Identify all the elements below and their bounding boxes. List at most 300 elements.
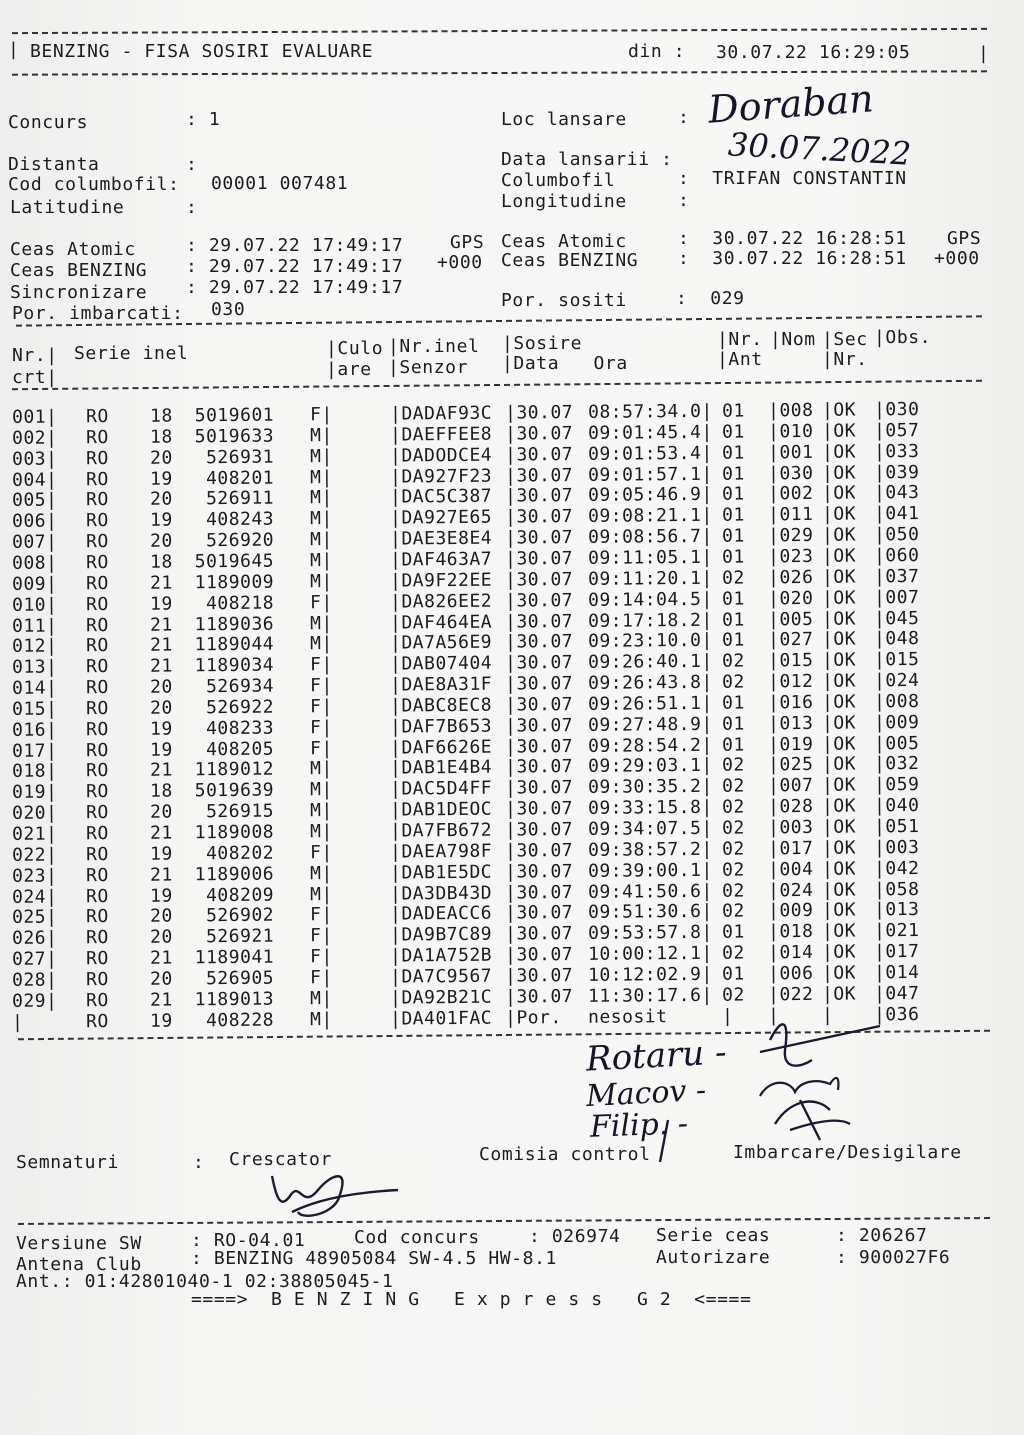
cell-row-number: 006| [11, 510, 58, 533]
left-clock-3-value: : 29.07.22 17:49:17 [186, 277, 404, 298]
cell-row-number: 023| [11, 865, 58, 887]
cell-ring-year: 21 [149, 989, 173, 1011]
antena-value: : BENZING 48905084 SW-4.5 HW-8.1 [191, 1248, 557, 1269]
cell-sex: F| [309, 967, 333, 989]
cell-ring-country: RO [85, 468, 109, 490]
cell-observation: |015 [873, 649, 920, 671]
cell-row-number: 017| [11, 740, 58, 762]
header-plus-left: | [8, 39, 20, 60]
cell-row-number: 012| [11, 635, 58, 658]
cell-ring-year: 19 [149, 718, 173, 740]
cell-ring-number: 1189013 [194, 988, 275, 1011]
cell-sex: M| [309, 862, 333, 884]
cell-ring-country: RO [85, 885, 109, 907]
cell-ring-country: RO [85, 677, 109, 699]
versiune-value: : RO-04.01 [191, 1230, 306, 1251]
cell-arrival-date: |30.07 [504, 547, 574, 570]
cell-observation: |042 [873, 857, 920, 880]
cell-arrival-time: nesosit [587, 1005, 668, 1028]
cell-ring-year: 19 [149, 843, 173, 865]
semnaturi-label: Semnaturi [16, 1152, 119, 1173]
cell-sensor-id: |DAF6626E [389, 736, 493, 759]
cell-arrival-date: |30.07 [504, 422, 574, 445]
cell-nomination: |010 [767, 420, 814, 443]
cell-sex: F| [309, 716, 333, 739]
cell-arrival-time: 09:05:46.9| [587, 484, 713, 507]
cell-arrival-time: 10:12:02.9| [587, 963, 713, 986]
cell-sex: F| [309, 841, 333, 864]
cell-row-number: 008| [11, 552, 58, 574]
cell-ring-country: RO [85, 489, 109, 511]
semnaturi-colon: : [193, 1152, 205, 1173]
cell-ring-number: 408233 [205, 717, 275, 739]
cell-ring-number: 408209 [205, 884, 275, 906]
cell-sec-status: |OK [821, 753, 857, 776]
commission-name-2: Macov - [585, 1072, 707, 1115]
cell-antenna-nr: 01 [721, 609, 745, 631]
cell-arrival-date: |30.07 [504, 631, 574, 653]
cell-ring-number: 526905 [205, 967, 275, 990]
cell-ring-number: 1189008 [194, 821, 275, 844]
cell-nomination: |012 [767, 670, 814, 693]
distanta-label: Distanta [8, 154, 100, 175]
cell-arrival-time: 09:08:21.1| [587, 505, 713, 528]
crescator-label: Crescator [229, 1149, 332, 1170]
cell-arrival-date: |30.07 [504, 818, 574, 841]
cell-antenna-nr: 01 [721, 921, 745, 943]
cell-nomination: |004 [767, 858, 814, 880]
cell-sex: F| [309, 695, 333, 718]
left-clock-2-label: Ceas BENZING [10, 260, 148, 281]
cod-concurs-value: : 026974 [529, 1226, 621, 1247]
cell-arrival-time: 09:53:57.8| [587, 922, 713, 945]
din-label: din : [628, 41, 686, 62]
cell-arrival-date: |30.07 [504, 944, 574, 966]
left-clock-3-label: Sincronizare [10, 282, 148, 303]
cell-sensor-id: |DAE8A31F [389, 673, 493, 696]
cell-antenna-nr: 02 [721, 796, 745, 818]
cell-arrival-time: 09:38:57.2| [587, 838, 713, 861]
cell-observation: |013 [873, 899, 920, 921]
cell-ring-country: RO [85, 927, 109, 949]
cell-ring-country: RO [85, 760, 109, 782]
cell-ring-year: 19 [149, 509, 173, 531]
cell-sec-status: |OK [821, 608, 857, 630]
cell-ring-year: 20 [149, 905, 173, 928]
cell-observation: |047 [873, 982, 920, 1005]
cod-columbofil-value: 00001 007481 [211, 173, 349, 194]
cell-arrival-time: 09:26:43.8| [587, 671, 713, 694]
latitudine-value: : [186, 197, 198, 218]
cell-arrival-date: |30.07 [504, 589, 574, 612]
data-lansarii-label: Data lansarii : [501, 149, 673, 170]
cell-ring-country: RO [85, 614, 109, 636]
cell-antenna-nr: 01 [721, 463, 745, 485]
cell-arrival-date: |30.07 [504, 839, 574, 862]
cell-sex: F| [309, 675, 333, 697]
cell-row-number: 010| [11, 594, 58, 616]
cell-nomination: |013 [767, 712, 814, 735]
cell-sec-status: | [821, 1004, 834, 1026]
cell-ring-year: 21 [149, 613, 173, 636]
cell-row-number: 016| [11, 719, 58, 741]
cell-sec-status: |OK [821, 774, 857, 797]
cell-ring-country: RO [85, 551, 109, 574]
latitudine-label: Latitudine [10, 197, 125, 218]
cell-arrival-date: |30.07 [504, 485, 574, 507]
cell-arrival-date: |30.07 [504, 923, 574, 945]
cell-antenna-nr: 01 [721, 692, 745, 714]
header-are: |are [326, 359, 372, 380]
cell-row-number: 028| [11, 969, 58, 991]
sositi-label: Por. sositi [501, 290, 627, 311]
cell-ring-country: RO [85, 635, 109, 657]
cell-antenna-nr: 01 [721, 629, 745, 652]
cell-sex: M| [309, 612, 333, 634]
header-sosire: |Sosire [502, 333, 583, 354]
cell-observation: |059 [873, 774, 920, 796]
cell-sensor-id: |DAB1E4B4 [389, 757, 493, 780]
cell-ring-year: 20 [149, 676, 173, 698]
header-senzor: |Senzor [388, 357, 469, 378]
cell-antenna-nr: 01 [721, 442, 745, 464]
cell-ring-number: 5019633 [194, 425, 275, 448]
cell-nomination: |020 [767, 587, 814, 609]
cell-ring-number: 408228 [205, 1009, 275, 1031]
cell-sec-status: |OK [821, 628, 857, 651]
cell-nomination: |001 [767, 441, 814, 463]
cell-row-number: 020| [11, 802, 58, 825]
cell-row-number: 002| [11, 427, 58, 449]
cell-nomination: |030 [767, 462, 814, 484]
printed-timestamp: 30.07.22 16:29:05 [716, 42, 911, 63]
right-clock-2-tail: +000 [934, 248, 980, 269]
cell-sec-status: |OK [821, 545, 857, 567]
columbofil-label: Columbofil [501, 170, 616, 191]
cell-ring-number: 526920 [205, 529, 275, 552]
cod-concurs-label: Cod concurs [354, 1227, 480, 1248]
cell-arrival-date: |30.07 [504, 673, 574, 695]
cell-ring-year: 21 [149, 759, 173, 782]
header-crt: crt| [12, 367, 58, 388]
cod-columbofil-label: Cod columbofil: [8, 174, 180, 195]
left-clock-1-value: : 29.07.22 17:49:17 [186, 235, 404, 256]
cell-ring-number: 1189006 [194, 863, 275, 885]
right-clock-1-value: : 30.07.22 16:28:51 [678, 228, 907, 249]
header-obs: |Obs. [874, 327, 932, 348]
right-clock-2-label: Ceas BENZING [501, 250, 639, 271]
cell-ring-year: 20 [149, 801, 173, 823]
cell-antenna-nr: 02 [721, 880, 745, 902]
cell-sec-status: |OK [821, 587, 857, 609]
cell-observation: |003 [873, 836, 920, 859]
cell-row-number: 024| [11, 886, 58, 908]
cell-sensor-id: |DADODCE4 [389, 444, 493, 467]
cell-ring-year: 19 [149, 739, 173, 761]
cell-sec-status: |OK [821, 983, 857, 1005]
cell-ring-number: 1189034 [194, 654, 275, 677]
antenna-line: Ant.: 01:42801040-1 02:38805045-1 [16, 1271, 394, 1292]
cell-sex: M| [309, 987, 333, 1010]
cell-arrival-time: 09:39:00.1| [587, 859, 713, 882]
cell-row-number: 003| [11, 448, 58, 470]
cell-sec-status: |OK [821, 733, 857, 755]
cell-sex: M| [309, 779, 333, 801]
cell-nomination: |005 [767, 608, 814, 630]
cell-observation: |039 [873, 461, 920, 483]
cell-ring-year: 20 [149, 926, 173, 948]
cell-arrival-time: 09:27:48.9| [587, 713, 713, 736]
cell-sensor-id: |DA401FAC [389, 1007, 493, 1030]
cell-row-number: 021| [11, 823, 58, 845]
cell-observation: |007 [873, 586, 920, 609]
cell-sec-status: |OK [821, 879, 857, 901]
cell-arrival-date: |30.07 [504, 693, 574, 716]
concurs-label: Concurs [8, 112, 89, 133]
cell-ring-year: 21 [149, 947, 173, 969]
cell-ring-country: RO [85, 593, 109, 615]
cell-arrival-time: 09:11:20.1| [587, 567, 713, 590]
concurs-value: : 1 [186, 109, 221, 130]
cell-ring-country: RO [85, 447, 109, 469]
cell-arrival-time: 09:26:51.1| [587, 692, 713, 715]
header-sec: |Sec [822, 329, 868, 350]
cell-arrival-date: |30.07 [504, 735, 574, 758]
cell-ring-number: 1189041 [194, 946, 275, 969]
cell-antenna-nr: 02 [721, 900, 745, 923]
cell-sec-status: |OK [821, 649, 857, 672]
cell-arrival-time: 09:30:35.2| [587, 776, 713, 799]
cell-ring-country: RO [85, 572, 109, 595]
cell-arrival-date: |30.07 [504, 568, 574, 591]
cell-ring-number: 408205 [205, 738, 275, 760]
cell-ring-country: RO [85, 739, 109, 761]
cell-ring-number: 526922 [205, 696, 275, 719]
cell-ring-country: RO [85, 968, 109, 991]
right-clock-1-label: Ceas Atomic [501, 231, 627, 252]
cell-sensor-id: |DAEFFEE8 [389, 423, 493, 446]
cell-arrival-time: 09:28:54.2| [587, 734, 713, 757]
versiune-label: Versiune SW [16, 1233, 142, 1254]
cell-nomination: |003 [767, 816, 814, 839]
right-clock-1-tail: GPS [947, 228, 982, 249]
benzing-banner: ====> B E N Z I N G E x p r e s s G 2 <==== [191, 1289, 752, 1310]
left-clock-2-tail: +000 [437, 252, 483, 273]
cell-sex: M| [309, 550, 333, 572]
cell-row-number: 018| [11, 760, 58, 783]
cell-nomination: |028 [767, 796, 814, 818]
cell-sensor-id: |DABC8EC8 [389, 694, 493, 717]
cell-sensor-id: |DA927F23 [389, 465, 493, 488]
cell-observation: |043 [873, 482, 920, 504]
cell-arrival-time: 09:23:10.0| [587, 630, 713, 653]
cell-arrival-time: 08:57:34.0| [587, 400, 713, 423]
cell-sensor-id: |DAB07404 [389, 652, 493, 675]
cell-ring-country: RO [85, 406, 109, 428]
cell-sensor-id: |DAF464EA [389, 611, 493, 634]
cell-sex: M| [309, 633, 333, 655]
cell-arrival-time: 09:11:05.1| [587, 546, 713, 569]
cell-observation: |040 [873, 795, 920, 817]
header-ant: |Ant [717, 349, 763, 370]
cell-row-number: 029| [11, 990, 58, 1012]
cell-antenna-nr: 01 [721, 963, 745, 985]
cell-observation: |009 [873, 711, 920, 734]
cell-observation: |060 [873, 544, 920, 567]
cell-sensor-id: |DA9F22EE [389, 569, 493, 592]
left-clock-2-value: : 29.07.22 17:49:17 [186, 256, 404, 277]
cell-observation: |017 [873, 941, 920, 963]
cell-sex: M| [309, 445, 333, 467]
loc-lansare-colon: : [678, 107, 690, 128]
cell-arrival-time: 09:51:30.6| [587, 901, 713, 924]
cell-antenna-nr: 02 [721, 650, 745, 672]
cell-arrival-date: |30.07 [504, 902, 574, 924]
cell-ring-country: RO [85, 531, 109, 553]
cell-arrival-date: |30.07 [504, 714, 574, 737]
cell-ring-country: RO [85, 697, 109, 720]
cell-ring-country: RO [85, 1010, 109, 1032]
cell-sex: M| [309, 487, 333, 509]
cell-arrival-date: |30.07 [504, 527, 574, 549]
distanta-value: : [186, 154, 198, 175]
antena-label: Antena Club [16, 1254, 142, 1275]
cell-antenna-nr: 01 [721, 421, 745, 443]
loc-lansare-handwritten: Doraban [706, 76, 875, 132]
cell-arrival-time: 09:41:50.6| [587, 880, 713, 903]
cell-nomination: |015 [767, 650, 814, 672]
cell-antenna-nr: 01 [721, 588, 745, 610]
cell-ring-country: RO [85, 989, 109, 1012]
serie-ceas-value: : 206267 [836, 1225, 928, 1246]
cell-sensor-id: |DA7A56E9 [389, 632, 493, 654]
cell-arrival-date: |30.07 [504, 985, 574, 1008]
cell-ring-number: 1189012 [194, 759, 275, 781]
cell-observation: |045 [873, 607, 920, 629]
cell-sensor-id: |DA927E65 [389, 506, 493, 529]
cell-observation: |024 [873, 670, 920, 692]
cell-sec-status: |OK [821, 858, 857, 880]
cell-ring-number: 526911 [205, 487, 275, 510]
imbarcati-label: Por. imbarcati: [12, 303, 184, 324]
header-nr: Nr.| [12, 345, 58, 366]
header-culo: |Culo [326, 338, 384, 359]
cell-antenna-nr: 01 [721, 483, 745, 506]
cell-arrival-time: 09:17:18.2| [587, 609, 713, 632]
cell-ring-number: 526931 [205, 446, 275, 468]
cell-sensor-id: |DAE3E8E4 [389, 527, 493, 550]
cell-antenna-nr: 01 [721, 504, 745, 526]
cell-nomination: |022 [767, 983, 814, 1006]
cell-nomination: |009 [767, 900, 814, 922]
cell-sec-status: |OK [821, 816, 857, 838]
commission-name-3: Filip. - [589, 1106, 689, 1145]
cell-ring-year: 21 [149, 572, 173, 594]
cell-ring-number: 5019601 [194, 404, 275, 427]
cell-sensor-id: |DADEACC6 [389, 903, 493, 925]
cell-nomination: |029 [767, 524, 814, 547]
cell-observation: |033 [873, 440, 920, 463]
cell-row-number: | [11, 1011, 24, 1033]
cell-sensor-id: |DA1A752B [389, 944, 493, 967]
serie-ceas-label: Serie ceas [656, 1225, 771, 1246]
cell-sex: M| [309, 466, 333, 488]
autorizare-label: Autorizare [656, 1247, 771, 1268]
cell-nomination: |023 [767, 545, 814, 568]
cell-ring-country: RO [85, 823, 109, 845]
cell-arrival-date: |30.07 [504, 964, 574, 987]
autorizare-value: : 900027F6 [836, 1247, 951, 1268]
cell-nomination: | [767, 1004, 780, 1026]
cell-antenna-nr: 02 [721, 838, 745, 860]
cell-arrival-date: |30.07 [504, 881, 574, 904]
cell-antenna-nr: 02 [721, 754, 745, 777]
cell-nomination: |018 [767, 921, 814, 943]
cell-row-number: 026| [11, 927, 58, 950]
cell-arrival-date: |30.07 [504, 860, 574, 883]
cell-ring-year: 19 [149, 1010, 173, 1032]
cell-antenna-nr: 02 [721, 567, 745, 589]
cell-nomination: |027 [767, 629, 814, 651]
cell-ring-country: RO [85, 864, 109, 886]
cell-sensor-id: |DA3DB43D [389, 882, 493, 905]
cell-sex: M| [309, 529, 333, 551]
cell-sex: M| [309, 508, 333, 530]
cell-nomination: |008 [767, 399, 814, 422]
cell-observation: |032 [873, 753, 920, 775]
cell-sec-status: |OK [821, 524, 857, 546]
cell-ring-year: 20 [149, 488, 173, 511]
cell-row-number: 025| [11, 906, 58, 929]
cell-sensor-id: |DA826EE2 [389, 590, 493, 613]
cell-observation: |030 [873, 398, 920, 421]
cell-sec-status: |OK [821, 941, 857, 963]
cell-observation: |057 [873, 419, 920, 442]
cell-observation: |008 [873, 690, 920, 713]
comisia-label: Comisia control [479, 1144, 651, 1165]
cell-ring-country: RO [85, 718, 109, 740]
cell-arrival-date: |30.07 [504, 652, 574, 674]
cell-nomination: |026 [767, 566, 814, 589]
cell-nomination: |006 [767, 962, 814, 985]
cell-nomination: |007 [767, 775, 814, 797]
data-lansarii-handwritten: 30.07.2022 [727, 125, 913, 173]
cell-sensor-id: |DA92B21C [389, 986, 493, 1009]
cell-sec-status: |OK [821, 399, 857, 421]
cell-arrival-time: 09:26:40.1| [587, 650, 713, 674]
cell-arrival-time: 10:00:12.1| [587, 942, 713, 965]
cell-row-number: 011| [11, 614, 58, 637]
cell-ring-year: 18 [149, 780, 173, 802]
cell-sex: M| [309, 883, 333, 905]
cell-sec-status: |OK [821, 462, 857, 484]
report-title: BENZING - FISA SOSIRI EVALUARE [30, 41, 374, 62]
cell-ring-number: 526921 [205, 925, 275, 948]
cell-ring-country: RO [85, 781, 109, 803]
cell-antenna-nr: 02 [721, 671, 745, 693]
cell-ring-country: RO [85, 426, 109, 449]
cell-sex: M| [309, 800, 333, 822]
cell-antenna-nr: 01 [721, 713, 745, 735]
cell-sensor-id: |DAF463A7 [389, 548, 493, 571]
cell-sensor-id: |DAB1E5DC [389, 861, 493, 884]
cell-antenna-nr: 02 [721, 775, 745, 797]
cell-row-number: 001| [11, 406, 58, 428]
cell-antenna-nr: 02 [721, 984, 745, 1006]
cell-nomination: |024 [767, 879, 814, 901]
cell-observation: |021 [873, 920, 920, 942]
cell-arrival-date: |Por. [504, 1006, 562, 1029]
